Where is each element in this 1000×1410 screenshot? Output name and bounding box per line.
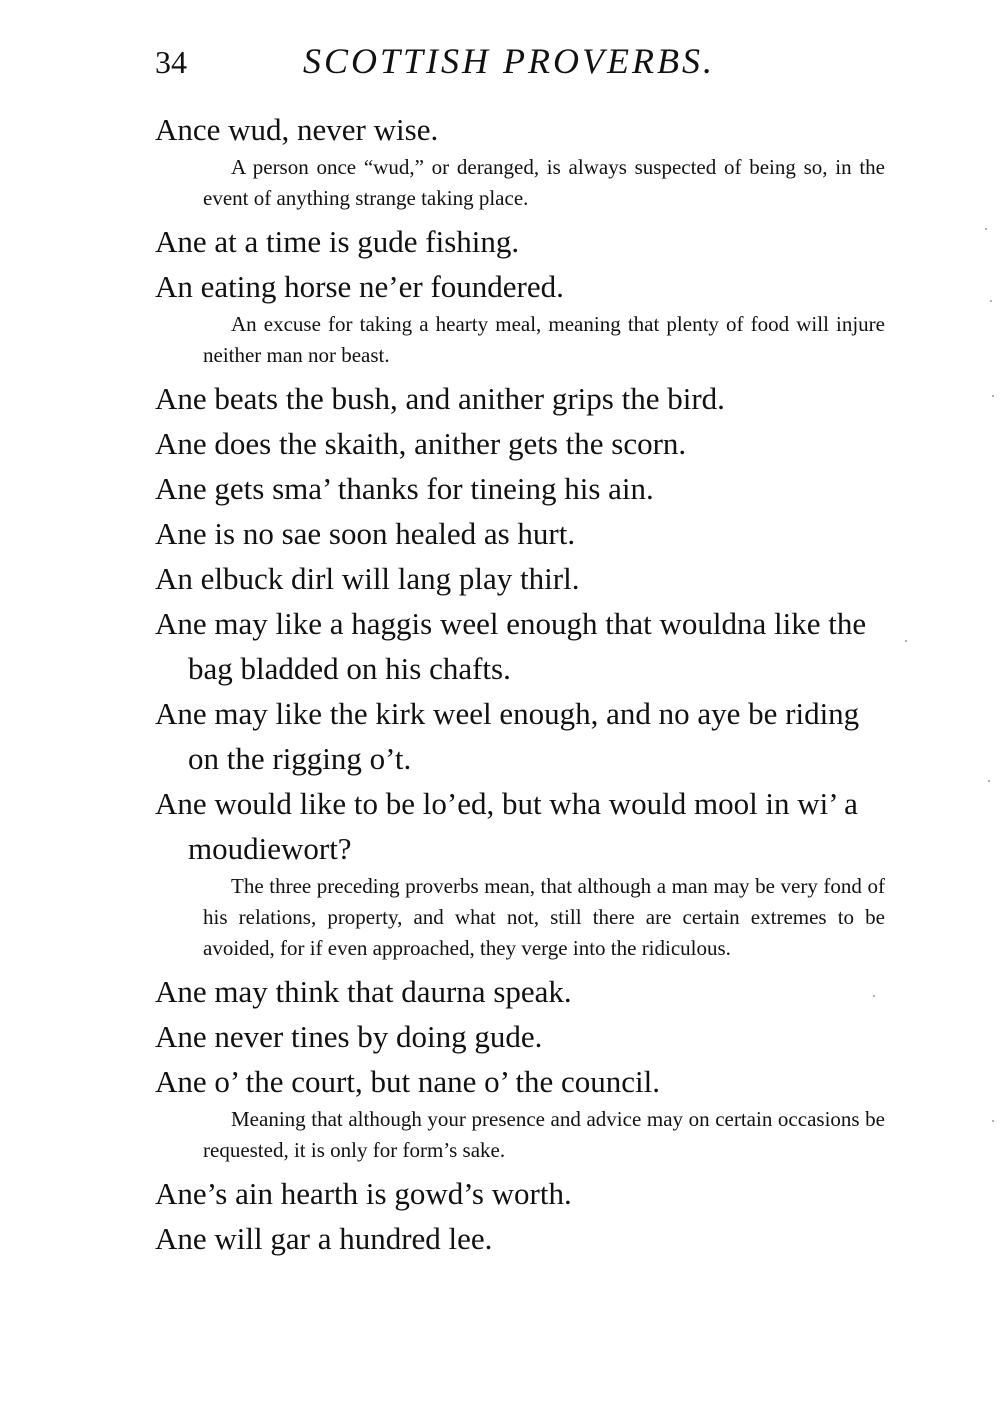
running-header: [155, 40, 915, 90]
proverb-line: Ane may like the kirk weel enough, and no aye be riding on the rigging o’t.: [155, 696, 860, 776]
proverb-line: Ane’s ain hearth is gowd’s worth.: [155, 1176, 572, 1211]
proverb-line: Ane beats the bush, and anither grips the bird.: [155, 381, 725, 416]
proverb-line: Ane is no sae soon healed as hurt.: [155, 516, 576, 551]
proverb-line: Ane gets sma’ thanks for tineing his ain.: [155, 471, 654, 506]
proverb-line: An elbuck dirl will lang play thirl.: [155, 561, 580, 596]
proverb-line: Ane never tines by doing gude.: [155, 1019, 543, 1054]
proverb-line: Ane o’ the court, but nane o’ the council.: [155, 1064, 661, 1099]
page-number: 34: [155, 44, 187, 80]
proverb-line: Ane may think that daurna speak.: [155, 974, 572, 1009]
proverb-line: Ane will gar a hundred lee.: [155, 1221, 493, 1256]
proverb-note: The three preceding proverbs mean, that although a man may be very fond of his relations, property, and what not, still there are certain extremes to be avoided, for if even approached, they verge into the ridiculous.: [203, 874, 885, 960]
running-title: SCOTTISH PROVERBS.: [303, 41, 715, 81]
proverb-note: A person once “wud,” or deranged, is always suspected of being so, in the event of anything strange taking place.: [203, 155, 885, 210]
proverb-line: Ane may like a haggis weel enough that wouldna like the bag bladded on his chafts.: [155, 606, 867, 686]
proverb-line: An eating horse ne’er foundered.: [155, 269, 564, 304]
proverb-note: Meaning that although your presence and advice may on certain occasions be requested, it is only for form’s sake.: [203, 1107, 885, 1162]
proverb-list: [155, 107, 885, 1261]
proverb-line: Ane at a time is gude fishing.: [155, 224, 520, 259]
proverb-line: Ance wud, never wise.: [155, 112, 439, 147]
proverb-line: Ane would like to be lo’ed, but wha would mool in wi’ a moudiewort?: [155, 786, 858, 866]
proverb-note: An excuse for taking a hearty meal, meaning that plenty of food will injure neither man nor beast.: [203, 312, 885, 367]
proverb-line: Ane does the skaith, anither gets the scorn.: [155, 426, 687, 461]
